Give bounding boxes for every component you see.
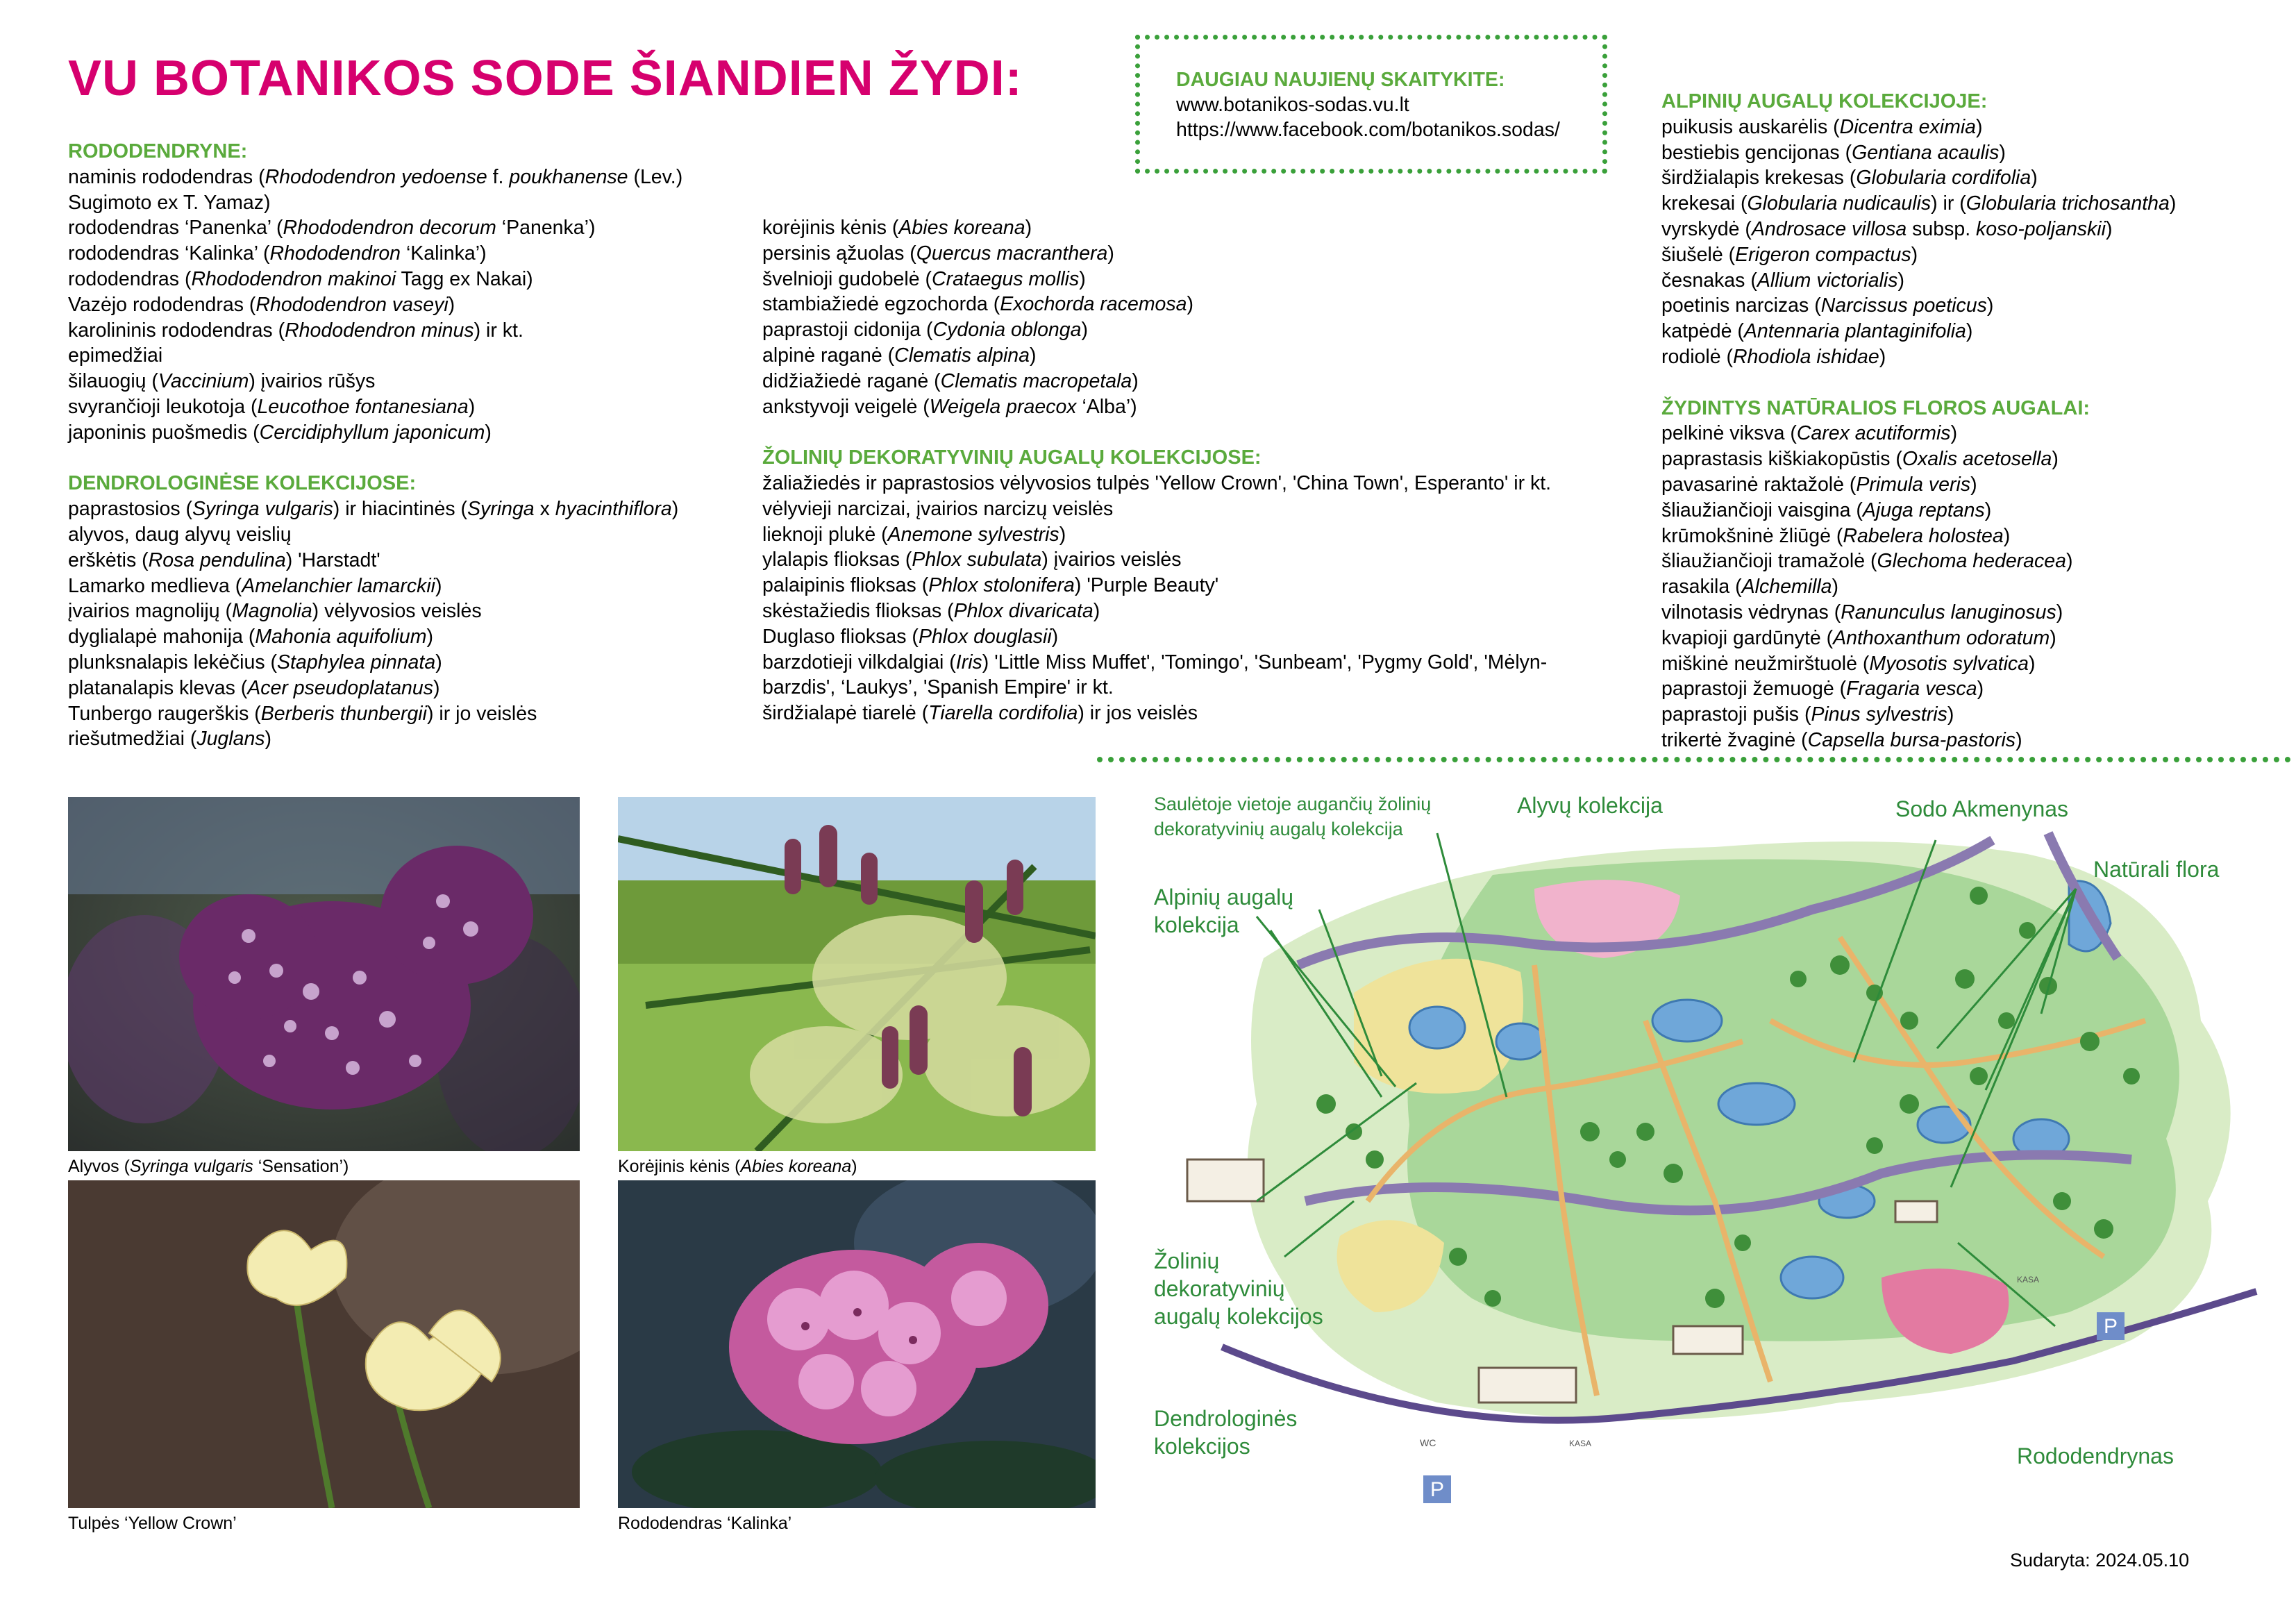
list-item: stambiažiedė egzochorda (Exochorda racemosa) (762, 293, 1194, 316)
map-kasa-sign-2: KASA (2017, 1275, 2040, 1284)
list-item: paprastoji cidonija (Cydonia oblonga) (762, 319, 1088, 342)
list-item: vilnotasis vėdrynas (Ranunculus lanuginosus) (1661, 601, 2063, 623)
list-item: vyrskydė (Androsace villosa subsp. koso-poljanskii) (1661, 217, 2113, 240)
parking-sign-2: P (2103, 1315, 2118, 1338)
list-item: pavasarinė raktažolė (Primula veris) (1661, 473, 1977, 496)
list-item: įvairios magnolijų (Magnolia) vėlyvosios veislės (68, 600, 482, 623)
list-item: krūmokšninė žliūgė (Rabelera holostea) (1661, 524, 2011, 547)
section-heading-alpiniu: ALPINIŲ AUGALŲ KOLEKCIJOJE: (1661, 90, 1988, 112)
list-item: paprastosios (Syringa vulgaris) ir hiacintinės (Syringa x hyacinthiflora) (68, 498, 679, 521)
list-item: epimedžiai (68, 344, 163, 367)
column-3 (1661, 89, 2176, 753)
list-item: Tunbergo raugerškis (Berberis thunbergii) ir jo veislės (68, 702, 537, 725)
caption-tulip: Tulpės ‘Yellow Crown’ (68, 1514, 237, 1533)
list-item: kvapioji gardūnytė (Anthoxanthum odoratum) (1661, 626, 2056, 649)
list-item: lieknoji plukė (Anemone sylvestris) (762, 523, 1066, 546)
list-item: vėlyvieji narcizai, įvairios narcizų veislės (762, 497, 1114, 520)
map-kasa-sign-1: KASA (1569, 1439, 1592, 1448)
list-item: palaipinis flioksas (Phlox stolonifera) 'Purple Beauty' (762, 574, 1219, 597)
caption-fir: Korėjinis kėnis (Abies koreana) (618, 1157, 857, 1176)
list-item: riešutmedžiai (Juglans) (68, 728, 272, 751)
list-item: šliaužiančioji tramažolė (Glechoma hederacea) (1661, 550, 2073, 573)
map-label-naturali: Natūrali flora (2093, 857, 2220, 882)
list-item: alpinė raganė (Clematis alpina) (762, 344, 1037, 367)
section-heading-dendro: DENDROLOGINĖSE KOLEKCIJOSE: (68, 472, 417, 495)
list-item: barzdis', ‘Laukys’, 'Spanish Empire' ir kt. (762, 676, 1114, 699)
list-item: Duglaso flioksas (Phlox douglasii) (762, 625, 1059, 648)
list-item: barzdotieji vilkdalgiai (Iris) 'Little Miss Muffet', 'Tomingo', 'Sunbeam', 'Pygmy Gold', 'Mėlyn- (762, 651, 1548, 673)
map-wc-sign: WC (1420, 1437, 1436, 1448)
list-item: plunksnalapis lekėčius (Staphylea pinnata) (68, 651, 442, 673)
list-item: dyglialapė mahonija (Mahonia aquifolium) (68, 626, 433, 648)
list-dendro-continued (762, 215, 1551, 419)
list-item: paprastoji žemuogė (Fragaria vesca) (1661, 678, 1984, 701)
list-item: naminis rododendras (Rhododendron yedoense f. poukhanense (Lev.) (68, 165, 683, 188)
news-website-link[interactable]: www.botanikos-sodas.vu.lt (1176, 94, 1409, 116)
section-heading-zoliniu: ŽOLINIŲ DEKORATYVINIŲ AUGALŲ KOLEKCIJOSE: (762, 446, 1262, 469)
list-item: krekesai (Globularia nudicaulis) ir (Globularia trichosantha) (1661, 192, 2177, 215)
list-item: platanalapis klevas (Acer pseudoplatanus) (68, 676, 440, 699)
list-item: žaliažiedės ir paprastosios vėlyvosios tulpės 'Yellow Crown', 'China Town', Esperanto' ir kt. (762, 471, 1552, 494)
list-item: širdžialapė tiarelė (Tiarella cordifolia) ir jos veislės (762, 702, 1198, 725)
list-item: skėstažiedis flioksas (Phlox divaricata) (762, 599, 1100, 622)
list-item: česnakas (Allium victorialis) (1661, 269, 1905, 292)
dotted-divider (1097, 757, 2291, 762)
list-item: rododendras (Rhododendron makinoi Tagg ex Nakai) (68, 267, 533, 290)
parking-sign-1: P (1430, 1478, 1445, 1501)
list-rododendryne (68, 165, 682, 446)
list-item: Lamarko medlieva (Amelanchier lamarckii) (68, 574, 442, 597)
map-label-alpiniu: Alpinių augalų kolekcija (1154, 885, 1294, 937)
list-item: rododendras ‘Panenka’ (Rhododendron decorum ‘Panenka’) (68, 217, 596, 240)
footer-date: Sudaryta: 2024.05.10 (2010, 1550, 2190, 1571)
section-heading-rododendryne: RODODENDRYNE: (68, 140, 248, 162)
list-dendro (68, 496, 682, 752)
list-item: didžiažiedė raganė (Clematis macropetala) (762, 369, 1139, 392)
list-item: japoninis puošmedis (Cercidiphyllum japonicum) (68, 421, 492, 444)
list-item: svyrančioji leukotoja (Leucothoe fontanesiana) (68, 395, 476, 418)
list-item: poetinis narcizas (Narcissus poeticus) (1661, 294, 1994, 317)
map-label-zoliniu: Žolinių dekoratyvinių augalų kolekcijos (1154, 1248, 1323, 1329)
list-item: bestiebis gencijonas (Gentiana acaulis) (1661, 141, 2006, 164)
photo-tulip (68, 1180, 580, 1508)
photo-fir (618, 797, 1096, 1151)
list-item: persinis ąžuolas (Quercus macranthera) (762, 242, 1114, 265)
list-item: Vazėjo rododendras (Rhododendron vaseyi) (68, 293, 455, 316)
list-zoliniu (762, 471, 1551, 726)
news-heading: DAUGIAU NAUJIENŲ SKAITYKITE: (1176, 69, 1505, 91)
map-label-alyvu: Alyvų kolekcija (1517, 793, 1663, 818)
list-alpiniu (1661, 115, 2176, 370)
list-item: alyvos, daug alyvų veislių (68, 523, 292, 546)
list-item: rododendras ‘Kalinka’ (Rhododendron ‘Kalinka’) (68, 242, 487, 265)
list-item: miškinė neužmirštuolė (Myosotis sylvatica) (1661, 652, 2036, 675)
map-label-akmenynas: Sodo Akmenynas (1895, 796, 2069, 821)
map-label-sunny: Saulėtoje vietoje augančių žolinių dekoratyvinių augalų kolekcija (1154, 794, 1432, 839)
list-item: švelnioji gudobelė (Crataegus mollis) (762, 267, 1086, 290)
column-2 (762, 215, 1551, 726)
list-item: rodiolė (Rhodiola ishidae) (1661, 345, 1886, 368)
list-item: šliaužiančioji vaisgina (Ajuga reptans) (1661, 499, 1992, 521)
list-item: ankstyvoji veigelė (Weigela praecox ‘Alba’) (762, 395, 1137, 418)
section-heading-naturali: ŽYDINTYS NATŪRALIOS FLOROS AUGALAI: (1661, 396, 2090, 419)
list-naturali (1661, 421, 2176, 753)
list-item: erškėtis (Rosa pendulina) 'Harstadt' (68, 549, 380, 571)
list-item: puikusis auskarėlis (Dicentra eximia) (1661, 115, 1983, 138)
list-item: paprastoji pušis (Pinus sylvestris) (1661, 703, 1954, 726)
list-item: pelkinė viksva (Carex acutiformis) (1661, 422, 1958, 445)
photo-rhododendron (618, 1180, 1096, 1508)
caption-lilac: Alyvos (Syringa vulgaris ‘Sensation’) (68, 1157, 349, 1176)
list-item: rasakila (Alchemilla) (1661, 576, 1839, 598)
page-title: VU BOTANIKOS SODE ŠIANDIEN ŽYDI: (68, 51, 1023, 106)
list-item: trikertė žvaginė (Capsella bursa-pastoris) (1661, 728, 2022, 751)
list-item: ylalapis flioksas (Phlox subulata) įvairios veislės (762, 549, 1182, 571)
list-item: katpėdė (Antennaria plantaginifolia) (1661, 320, 1973, 343)
map-label-dendro: Dendrologinės kolekcijos (1154, 1406, 1298, 1459)
map-label-rododendrynas: Rododendrynas (2017, 1443, 2174, 1468)
list-item: šiušelė (Erigeron compactus) (1661, 243, 1918, 266)
list-item: šilauogių (Vaccinium) įvairios rūšys (68, 370, 376, 393)
list-item: karolininis rododendras (Rhododendron minus) ir kt. (68, 319, 523, 342)
news-facebook-link[interactable]: https://www.facebook.com/botanikos.sodas/ (1176, 119, 1560, 141)
caption-rhododendron: Rododendras ‘Kalinka’ (618, 1514, 792, 1533)
photo-lilac (68, 797, 580, 1151)
column-1 (68, 139, 682, 752)
list-item: Sugimoto ex T. Yamaz) (68, 191, 271, 214)
list-item: širdžialapis krekesas (Globularia cordifolia) (1661, 167, 2038, 190)
list-item: paprastasis kiškiakopūstis (Oxalis acetosella) (1661, 448, 2059, 471)
news-box (1135, 35, 1607, 174)
list-item: korėjinis kėnis (Abies koreana) (762, 217, 1032, 239)
